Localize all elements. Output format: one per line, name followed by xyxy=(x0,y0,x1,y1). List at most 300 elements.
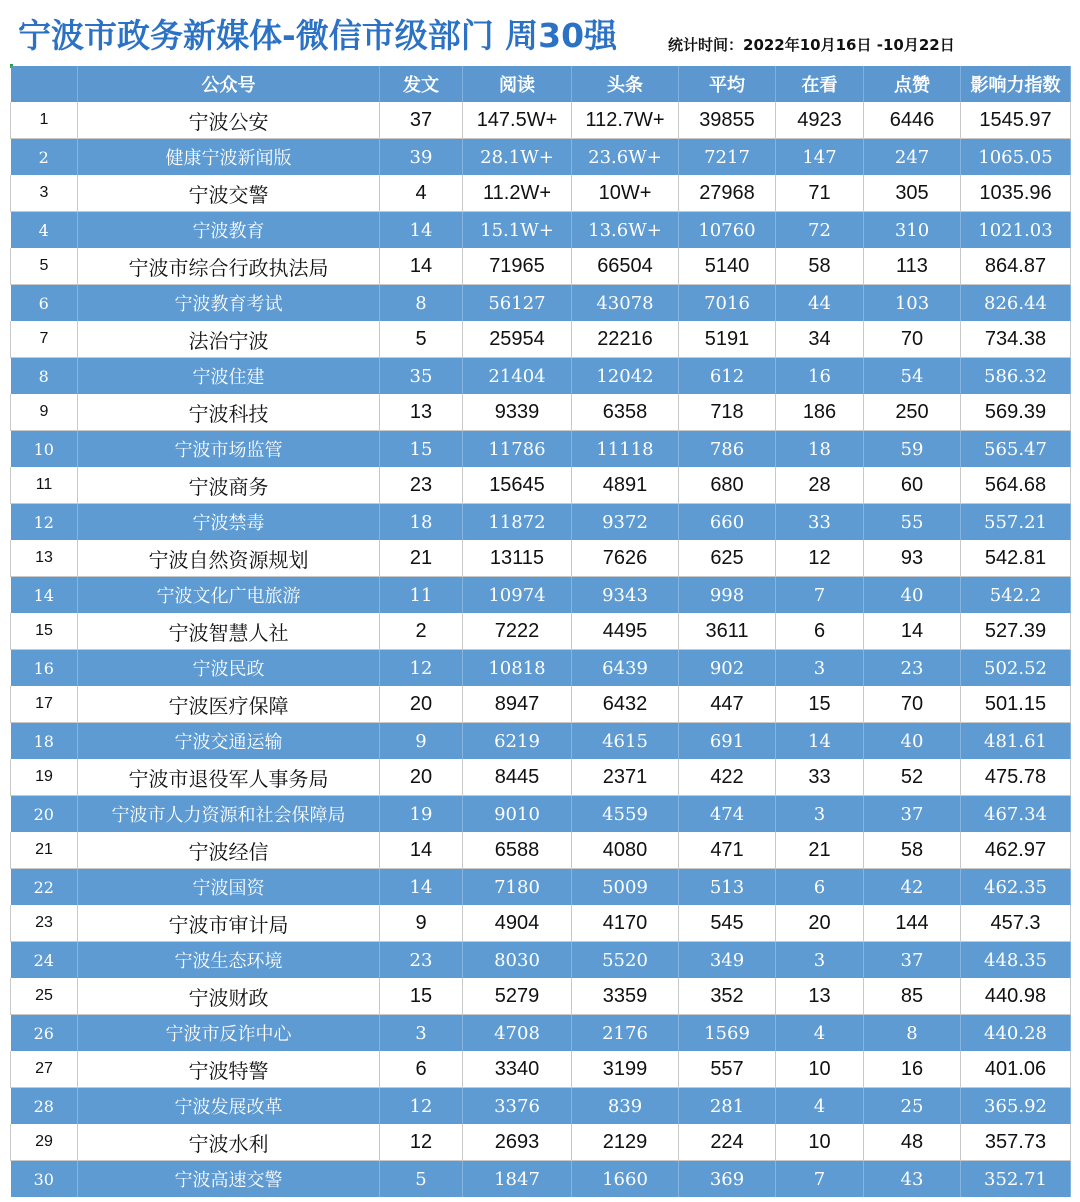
account-name-cell: 宁波交警 xyxy=(78,175,380,212)
influence-cell: 440.98 xyxy=(961,978,1071,1015)
average-cell: 7217 xyxy=(679,139,776,176)
headline-cell: 3359 xyxy=(572,978,679,1015)
influence-cell: 475.78 xyxy=(961,759,1071,796)
average-cell: 447 xyxy=(679,686,776,723)
influence-cell: 826.44 xyxy=(961,285,1071,322)
account-name-cell: 宁波生态环境 xyxy=(78,942,380,979)
table-row xyxy=(11,869,1071,906)
watching-cell: 34 xyxy=(776,321,864,358)
influence-cell: 586.32 xyxy=(961,358,1071,395)
rank-cell: 27 xyxy=(11,1051,78,1088)
rank-cell: 20 xyxy=(11,796,78,833)
likes-cell: 305 xyxy=(864,175,961,212)
watching-cell: 16 xyxy=(776,358,864,395)
posts-cell: 19 xyxy=(380,796,463,833)
headline-cell: 22216 xyxy=(572,321,679,358)
account-name-cell: 宁波科技 xyxy=(78,394,380,431)
watching-cell: 20 xyxy=(776,905,864,942)
rank-cell: 4 xyxy=(11,212,78,249)
watching-cell: 58 xyxy=(776,248,864,285)
table-row xyxy=(11,1124,1071,1161)
headline-cell: 4615 xyxy=(572,723,679,760)
average-cell: 545 xyxy=(679,905,776,942)
likes-cell: 103 xyxy=(864,285,961,322)
watching-cell: 6 xyxy=(776,613,864,650)
watching-cell: 44 xyxy=(776,285,864,322)
reads-cell: 15.1W+ xyxy=(463,212,572,249)
influence-cell: 864.87 xyxy=(961,248,1071,285)
account-name-cell: 宁波发展改革 xyxy=(78,1088,380,1125)
account-name-cell: 宁波市综合行政执法局 xyxy=(78,248,380,285)
average-cell: 369 xyxy=(679,1161,776,1198)
table-row xyxy=(11,285,1071,322)
reads-cell: 21404 xyxy=(463,358,572,395)
posts-cell: 20 xyxy=(380,686,463,723)
likes-header: 点赞 xyxy=(864,66,961,102)
likes-cell: 60 xyxy=(864,467,961,504)
watching-cell: 28 xyxy=(776,467,864,504)
average-cell: 5140 xyxy=(679,248,776,285)
reads-cell: 11.2W+ xyxy=(463,175,572,212)
headline-cell: 10W+ xyxy=(572,175,679,212)
likes-cell: 70 xyxy=(864,686,961,723)
watching-cell: 7 xyxy=(776,1161,864,1198)
watching-cell: 4923 xyxy=(776,102,864,139)
reads-cell: 15645 xyxy=(463,467,572,504)
reads-cell: 4708 xyxy=(463,1015,572,1052)
watching-cell: 18 xyxy=(776,431,864,468)
headline-cell: 7626 xyxy=(572,540,679,577)
account-name-cell: 宁波市反诈中心 xyxy=(78,1015,380,1052)
table-row xyxy=(11,1088,1071,1125)
watching-cell: 7 xyxy=(776,577,864,614)
reads-cell: 4904 xyxy=(463,905,572,942)
rank-cell: 12 xyxy=(11,504,78,541)
table-row xyxy=(11,905,1071,942)
rank-cell: 15 xyxy=(11,613,78,650)
likes-cell: 43 xyxy=(864,1161,961,1198)
likes-cell: 93 xyxy=(864,540,961,577)
account-name-cell: 宁波市场监管 xyxy=(78,431,380,468)
likes-cell: 247 xyxy=(864,139,961,176)
account-name-cell: 宁波住建 xyxy=(78,358,380,395)
likes-cell: 40 xyxy=(864,723,961,760)
watching-cell: 10 xyxy=(776,1051,864,1088)
headline-cell: 839 xyxy=(572,1088,679,1125)
average-cell: 422 xyxy=(679,759,776,796)
influence-cell: 565.47 xyxy=(961,431,1071,468)
account-name-cell: 宁波民政 xyxy=(78,650,380,687)
watching-cell: 10 xyxy=(776,1124,864,1161)
posts-cell: 5 xyxy=(380,321,463,358)
rank-cell: 5 xyxy=(11,248,78,285)
influence-cell: 502.52 xyxy=(961,650,1071,687)
influence-cell: 440.28 xyxy=(961,1015,1071,1052)
reads-cell: 3340 xyxy=(463,1051,572,1088)
table-body xyxy=(11,102,1071,1197)
likes-cell: 250 xyxy=(864,394,961,431)
posts-cell: 14 xyxy=(380,248,463,285)
headline-cell: 5009 xyxy=(572,869,679,906)
posts-cell: 4 xyxy=(380,175,463,212)
table-row xyxy=(11,1051,1071,1088)
table-row xyxy=(11,467,1071,504)
reads-cell: 7222 xyxy=(463,613,572,650)
rank-cell: 23 xyxy=(11,905,78,942)
headline-cell: 4891 xyxy=(572,467,679,504)
average-cell: 557 xyxy=(679,1051,776,1088)
watching-cell: 14 xyxy=(776,723,864,760)
watching-cell: 33 xyxy=(776,504,864,541)
account-name-cell: 宁波教育考试 xyxy=(78,285,380,322)
posts-cell: 37 xyxy=(380,102,463,139)
rank-cell: 24 xyxy=(11,942,78,979)
account-name-cell: 宁波国资 xyxy=(78,869,380,906)
influence-cell: 462.97 xyxy=(961,832,1071,869)
likes-cell: 42 xyxy=(864,869,961,906)
headline-cell: 9343 xyxy=(572,577,679,614)
average-cell: 902 xyxy=(679,650,776,687)
table-row xyxy=(11,175,1071,212)
posts-cell: 8 xyxy=(380,285,463,322)
influence-cell: 401.06 xyxy=(961,1051,1071,1088)
watching-cell: 186 xyxy=(776,394,864,431)
account-name-cell: 宁波文化广电旅游 xyxy=(78,577,380,614)
average-cell: 786 xyxy=(679,431,776,468)
table-row xyxy=(11,759,1071,796)
likes-cell: 54 xyxy=(864,358,961,395)
posts-cell: 9 xyxy=(380,905,463,942)
headline-cell: 6358 xyxy=(572,394,679,431)
headline-cell: 66504 xyxy=(572,248,679,285)
reads-cell: 147.5W+ xyxy=(463,102,572,139)
reads-cell: 1847 xyxy=(463,1161,572,1198)
headline-cell: 13.6W+ xyxy=(572,212,679,249)
average-cell: 7016 xyxy=(679,285,776,322)
watching-cell: 4 xyxy=(776,1088,864,1125)
rank-cell: 6 xyxy=(11,285,78,322)
posts-cell: 20 xyxy=(380,759,463,796)
reads-cell: 71965 xyxy=(463,248,572,285)
posts-cell: 15 xyxy=(380,978,463,1015)
influence-cell: 557.21 xyxy=(961,504,1071,541)
account-name-cell: 宁波交通运输 xyxy=(78,723,380,760)
table-row xyxy=(11,796,1071,833)
stat-period: 统计时间：2022年10月16日 -10月22日 xyxy=(668,36,955,54)
table-row xyxy=(11,577,1071,614)
average-cell: 513 xyxy=(679,869,776,906)
posts-header: 发文 xyxy=(380,66,463,102)
average-cell: 471 xyxy=(679,832,776,869)
watching-cell: 12 xyxy=(776,540,864,577)
headline-cell: 11118 xyxy=(572,431,679,468)
rank-cell: 7 xyxy=(11,321,78,358)
influence-cell: 569.39 xyxy=(961,394,1071,431)
average-cell: 352 xyxy=(679,978,776,1015)
table-row xyxy=(11,723,1071,760)
posts-cell: 14 xyxy=(380,869,463,906)
headline-cell: 3199 xyxy=(572,1051,679,1088)
influence-cell: 481.61 xyxy=(961,723,1071,760)
reads-header: 阅读 xyxy=(463,66,572,102)
average-header: 平均 xyxy=(679,66,776,102)
account-name-cell: 宁波商务 xyxy=(78,467,380,504)
headline-cell: 23.6W+ xyxy=(572,139,679,176)
headline-cell: 12042 xyxy=(572,358,679,395)
average-cell: 625 xyxy=(679,540,776,577)
average-cell: 281 xyxy=(679,1088,776,1125)
table-row xyxy=(11,1161,1071,1198)
likes-cell: 70 xyxy=(864,321,961,358)
rank-cell: 17 xyxy=(11,686,78,723)
reads-cell: 6219 xyxy=(463,723,572,760)
headline-cell: 2176 xyxy=(572,1015,679,1052)
reads-cell: 11872 xyxy=(463,504,572,541)
account-name-cell: 宁波水利 xyxy=(78,1124,380,1161)
headline-header: 头条 xyxy=(572,66,679,102)
account-name-cell: 宁波公安 xyxy=(78,102,380,139)
account-name-cell: 宁波财政 xyxy=(78,978,380,1015)
reads-cell: 2693 xyxy=(463,1124,572,1161)
table-row xyxy=(11,650,1071,687)
headline-cell: 112.7W+ xyxy=(572,102,679,139)
likes-cell: 8 xyxy=(864,1015,961,1052)
headline-cell: 1660 xyxy=(572,1161,679,1198)
posts-cell: 2 xyxy=(380,613,463,650)
table-row xyxy=(11,358,1071,395)
table-row xyxy=(11,321,1071,358)
account-name-cell: 宁波市审计局 xyxy=(78,905,380,942)
average-cell: 680 xyxy=(679,467,776,504)
account-name-cell: 宁波智慧人社 xyxy=(78,613,380,650)
table-row xyxy=(11,1015,1071,1052)
posts-cell: 13 xyxy=(380,394,463,431)
reads-cell: 56127 xyxy=(463,285,572,322)
table-row xyxy=(11,248,1071,285)
likes-cell: 40 xyxy=(864,577,961,614)
watching-cell: 6 xyxy=(776,869,864,906)
rank-cell: 30 xyxy=(11,1161,78,1198)
reads-cell: 5279 xyxy=(463,978,572,1015)
page-title: 宁波市政务新媒体-微信市级部门 周30强 xyxy=(18,16,618,55)
account-name-cell: 宁波特警 xyxy=(78,1051,380,1088)
likes-cell: 37 xyxy=(864,942,961,979)
table-row xyxy=(11,394,1071,431)
posts-cell: 39 xyxy=(380,139,463,176)
headline-cell: 2129 xyxy=(572,1124,679,1161)
watching-cell: 72 xyxy=(776,212,864,249)
rank-cell: 25 xyxy=(11,978,78,1015)
table-row xyxy=(11,613,1071,650)
likes-cell: 14 xyxy=(864,613,961,650)
influence-cell: 1065.05 xyxy=(961,139,1071,176)
influence-cell: 734.38 xyxy=(961,321,1071,358)
table-row xyxy=(11,540,1071,577)
influence-header: 影响力指数 xyxy=(961,66,1071,102)
average-cell: 39855 xyxy=(679,102,776,139)
likes-cell: 59 xyxy=(864,431,961,468)
account-name-cell: 宁波市人力资源和社会保障局 xyxy=(78,796,380,833)
influence-cell: 527.39 xyxy=(961,613,1071,650)
likes-cell: 25 xyxy=(864,1088,961,1125)
influence-cell: 448.35 xyxy=(961,942,1071,979)
posts-cell: 6 xyxy=(380,1051,463,1088)
watching-cell: 3 xyxy=(776,942,864,979)
average-cell: 474 xyxy=(679,796,776,833)
reads-cell: 10974 xyxy=(463,577,572,614)
posts-cell: 35 xyxy=(380,358,463,395)
reads-cell: 8445 xyxy=(463,759,572,796)
table-row xyxy=(11,504,1071,541)
influence-cell: 352.71 xyxy=(961,1161,1071,1198)
account-header: 公众号 xyxy=(78,66,380,102)
reads-cell: 8030 xyxy=(463,942,572,979)
posts-cell: 12 xyxy=(380,650,463,687)
average-cell: 718 xyxy=(679,394,776,431)
rank-cell: 29 xyxy=(11,1124,78,1161)
average-cell: 5191 xyxy=(679,321,776,358)
headline-cell: 6432 xyxy=(572,686,679,723)
table-row xyxy=(11,942,1071,979)
reads-cell: 10818 xyxy=(463,650,572,687)
likes-cell: 144 xyxy=(864,905,961,942)
average-cell: 27968 xyxy=(679,175,776,212)
headline-cell: 4495 xyxy=(572,613,679,650)
table-row xyxy=(11,978,1071,1015)
account-name-cell: 宁波教育 xyxy=(78,212,380,249)
likes-cell: 85 xyxy=(864,978,961,1015)
rank-cell: 9 xyxy=(11,394,78,431)
reads-cell: 8947 xyxy=(463,686,572,723)
rank-cell: 8 xyxy=(11,358,78,395)
posts-cell: 14 xyxy=(380,212,463,249)
reads-cell: 13115 xyxy=(463,540,572,577)
average-cell: 3611 xyxy=(679,613,776,650)
rank-cell: 26 xyxy=(11,1015,78,1052)
posts-cell: 23 xyxy=(380,467,463,504)
report-header xyxy=(0,0,1080,64)
headline-cell: 9372 xyxy=(572,504,679,541)
likes-cell: 55 xyxy=(864,504,961,541)
posts-cell: 5 xyxy=(380,1161,463,1198)
posts-cell: 3 xyxy=(380,1015,463,1052)
table-row xyxy=(11,431,1071,468)
rank-cell: 2 xyxy=(11,139,78,176)
account-name-cell: 宁波禁毒 xyxy=(78,504,380,541)
reads-cell: 9339 xyxy=(463,394,572,431)
watching-cell: 71 xyxy=(776,175,864,212)
average-cell: 660 xyxy=(679,504,776,541)
likes-cell: 6446 xyxy=(864,102,961,139)
influence-cell: 501.15 xyxy=(961,686,1071,723)
reads-cell: 3376 xyxy=(463,1088,572,1125)
posts-cell: 9 xyxy=(380,723,463,760)
likes-cell: 58 xyxy=(864,832,961,869)
likes-cell: 52 xyxy=(864,759,961,796)
watching-cell: 147 xyxy=(776,139,864,176)
rank-cell: 11 xyxy=(11,467,78,504)
average-cell: 10760 xyxy=(679,212,776,249)
posts-cell: 12 xyxy=(380,1088,463,1125)
influence-cell: 542.81 xyxy=(961,540,1071,577)
average-cell: 349 xyxy=(679,942,776,979)
likes-cell: 310 xyxy=(864,212,961,249)
rank-header xyxy=(11,66,78,102)
average-cell: 612 xyxy=(679,358,776,395)
influence-cell: 1035.96 xyxy=(961,175,1071,212)
account-name-cell: 健康宁波新闻版 xyxy=(78,139,380,176)
likes-cell: 23 xyxy=(864,650,961,687)
account-name-cell: 宁波经信 xyxy=(78,832,380,869)
rank-cell: 16 xyxy=(11,650,78,687)
likes-cell: 16 xyxy=(864,1051,961,1088)
headline-cell: 4170 xyxy=(572,905,679,942)
table-row xyxy=(11,686,1071,723)
reads-cell: 11786 xyxy=(463,431,572,468)
posts-cell: 18 xyxy=(380,504,463,541)
average-cell: 998 xyxy=(679,577,776,614)
rank-cell: 22 xyxy=(11,869,78,906)
posts-cell: 15 xyxy=(380,431,463,468)
rank-cell: 13 xyxy=(11,540,78,577)
account-name-cell: 宁波自然资源规划 xyxy=(78,540,380,577)
rank-cell: 1 xyxy=(11,102,78,139)
posts-cell: 12 xyxy=(380,1124,463,1161)
headline-cell: 4080 xyxy=(572,832,679,869)
posts-cell: 14 xyxy=(380,832,463,869)
posts-cell: 21 xyxy=(380,540,463,577)
rank-cell: 10 xyxy=(11,431,78,468)
watching-cell: 3 xyxy=(776,650,864,687)
watching-cell: 21 xyxy=(776,832,864,869)
rank-cell: 3 xyxy=(11,175,78,212)
average-cell: 224 xyxy=(679,1124,776,1161)
posts-cell: 11 xyxy=(380,577,463,614)
posts-cell: 23 xyxy=(380,942,463,979)
reads-cell: 9010 xyxy=(463,796,572,833)
account-name-cell: 宁波高速交警 xyxy=(78,1161,380,1198)
headline-cell: 4559 xyxy=(572,796,679,833)
average-cell: 691 xyxy=(679,723,776,760)
headline-cell: 43078 xyxy=(572,285,679,322)
headline-cell: 2371 xyxy=(572,759,679,796)
likes-cell: 48 xyxy=(864,1124,961,1161)
influence-cell: 365.92 xyxy=(961,1088,1071,1125)
influence-cell: 564.68 xyxy=(961,467,1071,504)
watching-cell: 33 xyxy=(776,759,864,796)
influence-cell: 357.73 xyxy=(961,1124,1071,1161)
rank-cell: 28 xyxy=(11,1088,78,1125)
likes-cell: 37 xyxy=(864,796,961,833)
rank-cell: 14 xyxy=(11,577,78,614)
watching-header: 在看 xyxy=(776,66,864,102)
reads-cell: 7180 xyxy=(463,869,572,906)
headline-cell: 5520 xyxy=(572,942,679,979)
table-row xyxy=(11,102,1071,139)
reads-cell: 6588 xyxy=(463,832,572,869)
watching-cell: 15 xyxy=(776,686,864,723)
table-header-row xyxy=(11,66,1071,102)
average-cell: 1569 xyxy=(679,1015,776,1052)
account-name-cell: 法治宁波 xyxy=(78,321,380,358)
headline-cell: 6439 xyxy=(572,650,679,687)
rank-cell: 21 xyxy=(11,832,78,869)
influence-cell: 1021.03 xyxy=(961,212,1071,249)
influence-cell: 1545.97 xyxy=(961,102,1071,139)
watching-cell: 13 xyxy=(776,978,864,1015)
likes-cell: 113 xyxy=(864,248,961,285)
table-row xyxy=(11,212,1071,249)
